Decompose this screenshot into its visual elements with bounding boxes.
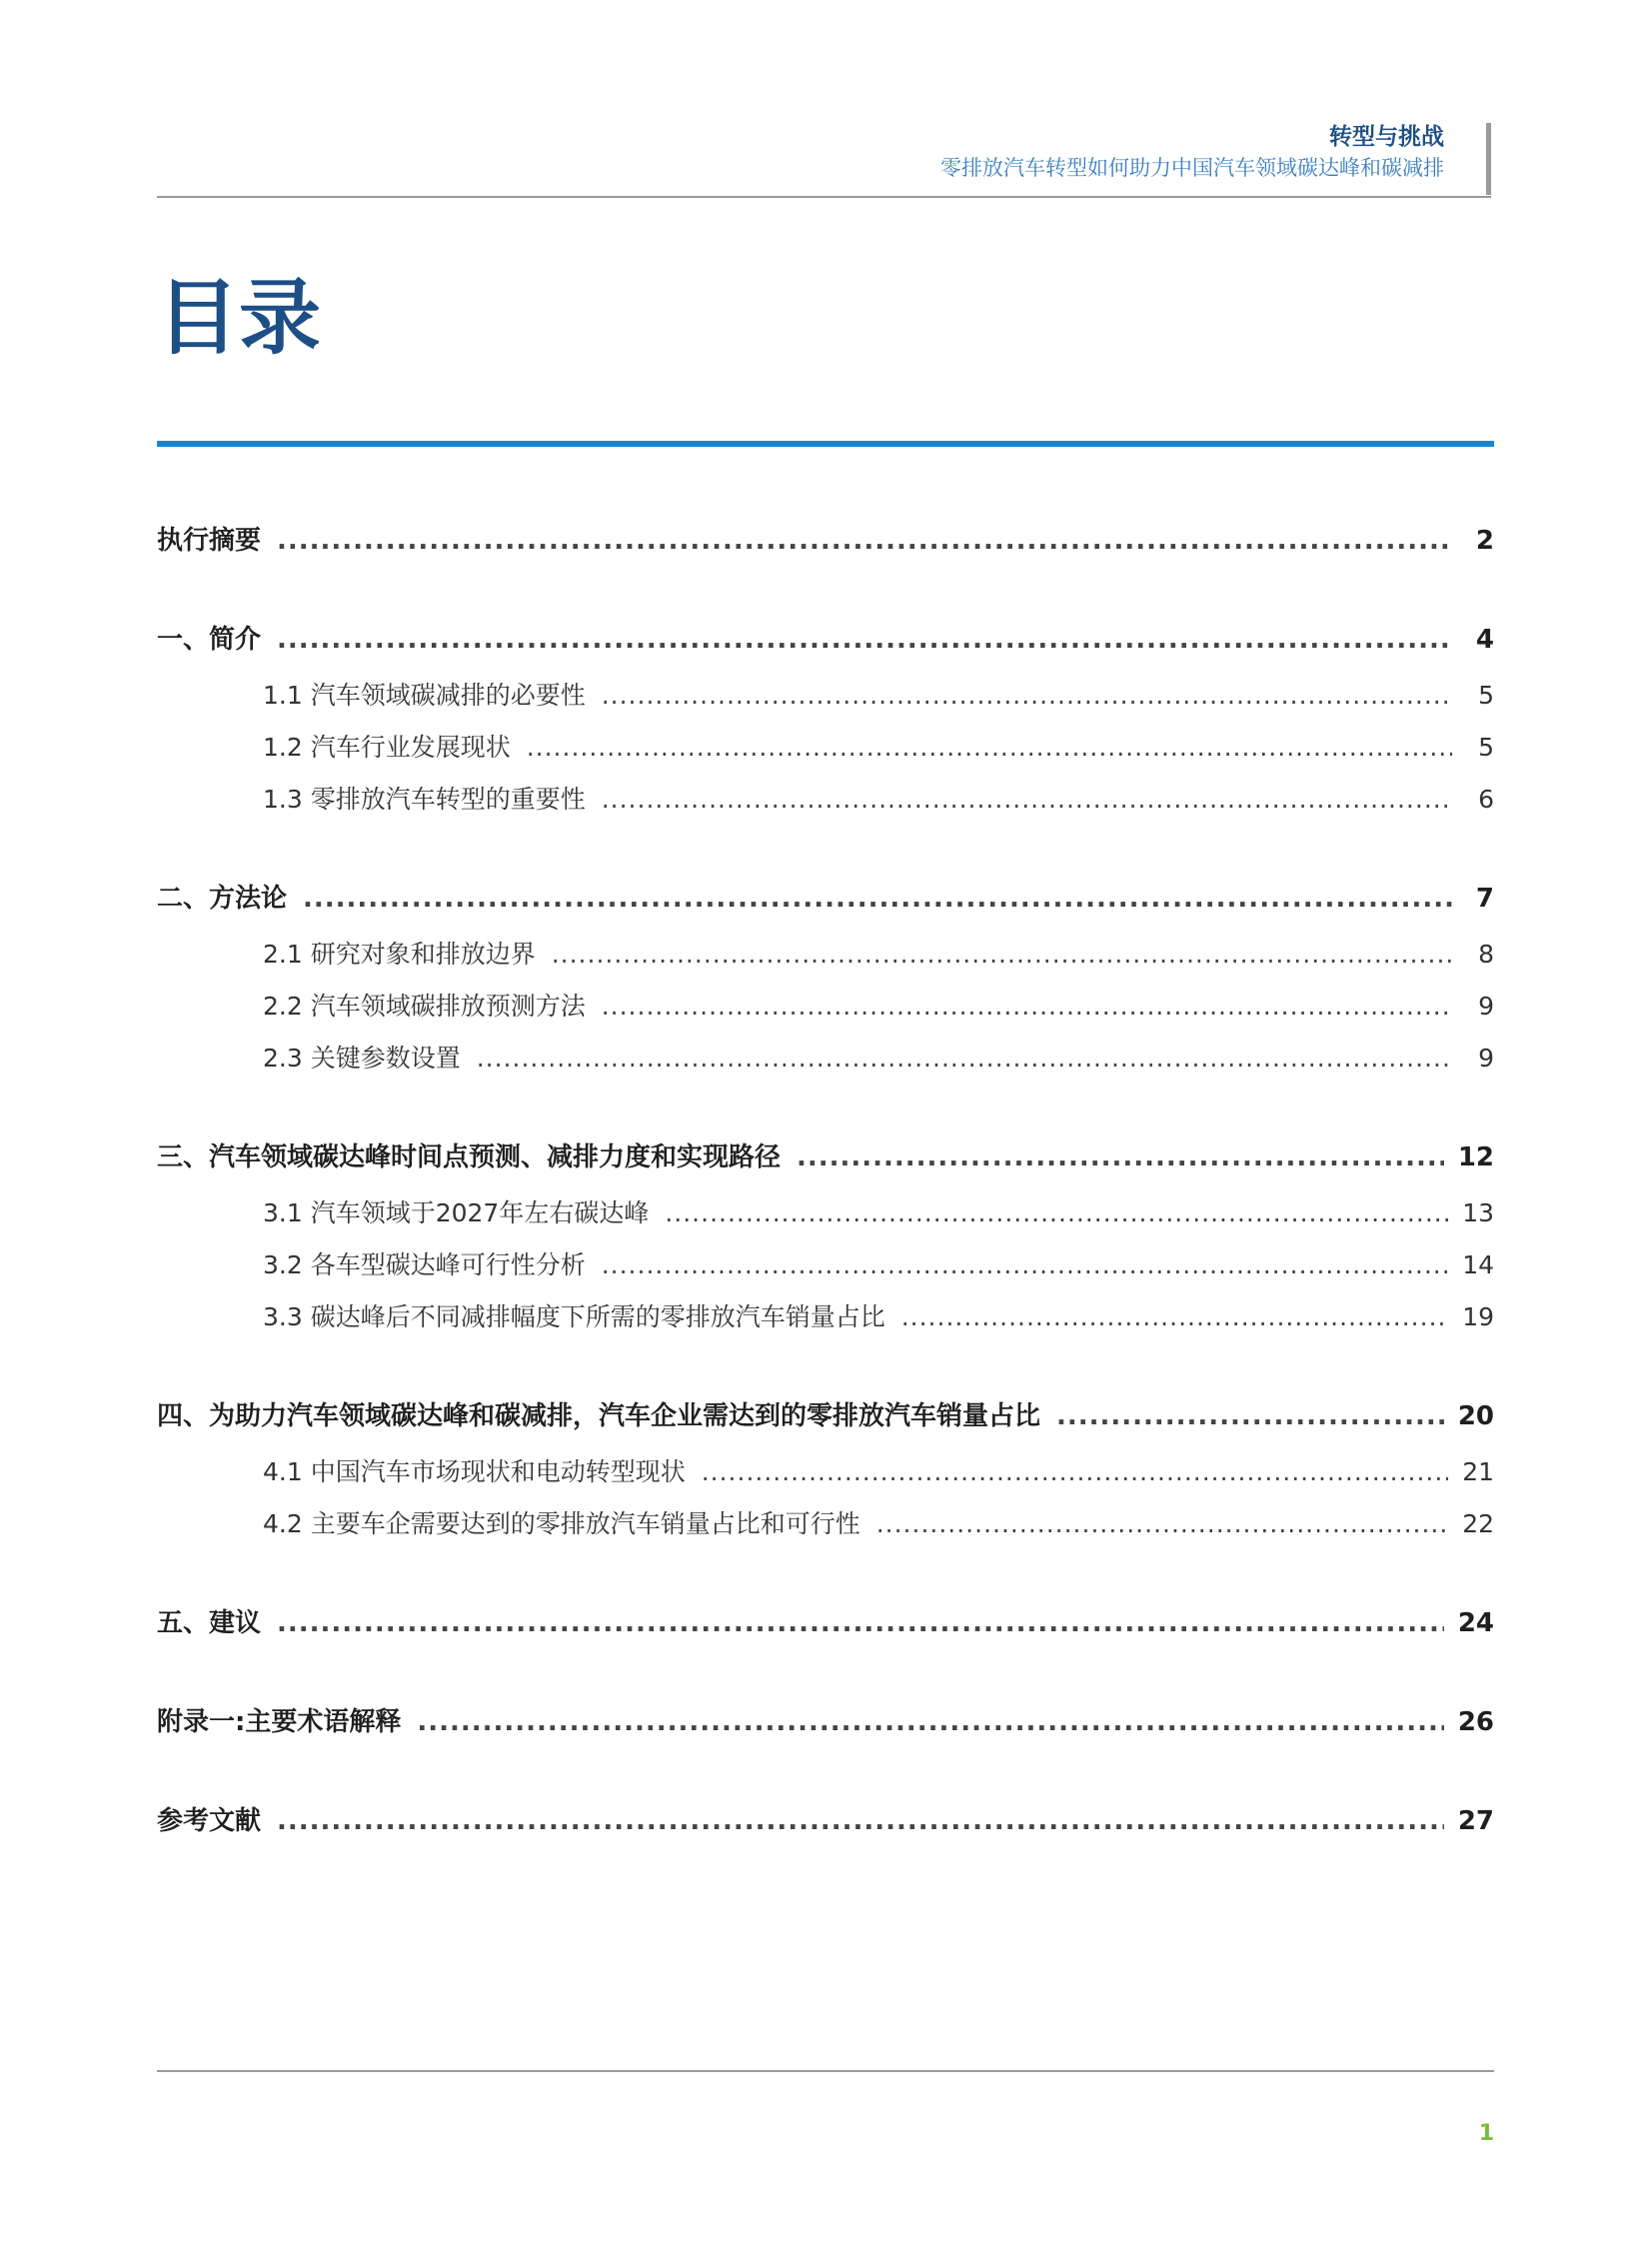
toc-entry-label: 2.2 汽车领域碳排放预测方法: [263, 992, 586, 1021]
toc-entry-page: 5: [1478, 733, 1494, 762]
toc-entry-label: 3.1 汽车领域于2027年左右碳达峰: [263, 1198, 650, 1227]
toc-entry-page: 26: [1457, 1707, 1494, 1737]
toc-entry-main[interactable]: [157, 1136, 1494, 1189]
toc-dot-leader: [552, 940, 1452, 969]
header-title: 转型与挑战: [1329, 124, 1444, 150]
toc-entry-main[interactable]: [157, 520, 1494, 573]
toc-entry-label: 2.3 关键参数设置: [263, 1044, 461, 1073]
toc-dot-leader: [277, 625, 1452, 655]
toc-entry-page: 8: [1478, 940, 1494, 969]
toc-entry-main[interactable]: [157, 1800, 1494, 1853]
toc-entry-page: 27: [1457, 1806, 1494, 1836]
toc-dot-leader: [602, 785, 1452, 814]
toc-entry-label: 1.2 汽车行业发展现状: [263, 733, 511, 762]
toc-dot-leader: [602, 1250, 1448, 1279]
toc-entry-page: 9: [1478, 992, 1494, 1021]
toc-entry-sub[interactable]: [157, 987, 1494, 1039]
toc-dot-leader: [527, 733, 1452, 762]
toc-dot-leader: [876, 1509, 1448, 1538]
page-number: 1: [1478, 2121, 1494, 2146]
toc-entry-label: 三、汽车领域碳达峰时间点预测、减排力度和实现路径: [157, 1142, 782, 1172]
toc-entry-main[interactable]: [157, 1602, 1494, 1655]
toc-entry-main[interactable]: [157, 1701, 1494, 1754]
toc-entry-label: 一、简介: [157, 625, 262, 655]
toc-entry-page: 4: [1475, 625, 1494, 655]
toc-entry-page: 24: [1457, 1608, 1494, 1638]
toc-entry-label: 1.3 零排放汽车转型的重要性: [263, 785, 586, 814]
toc-entry-page: 6: [1478, 785, 1494, 814]
toc-entry-label: 附录一:主要术语解释: [157, 1707, 402, 1737]
toc-dot-leader: [665, 1198, 1448, 1227]
toc-dot-leader: [417, 1707, 1443, 1737]
toc-entry-label: 3.3 碳达峰后不同减排幅度下所需的零排放汽车销量占比: [263, 1302, 885, 1331]
toc-entry-page: 21: [1462, 1457, 1494, 1486]
toc-dot-leader: [477, 1044, 1452, 1073]
toc-dot-leader: [277, 1608, 1444, 1638]
toc-entry-page: 14: [1462, 1250, 1494, 1279]
toc-entry-page: 5: [1478, 681, 1494, 710]
toc-entry-sub[interactable]: [157, 1193, 1494, 1245]
toc-entry-sub[interactable]: [157, 1452, 1494, 1504]
toc-dot-leader: [602, 992, 1452, 1021]
toc-dot-leader: [277, 1806, 1444, 1836]
table-of-contents: [157, 520, 1494, 1853]
toc-entry-label: 执行摘要: [157, 526, 262, 556]
toc-entry-page: 9: [1478, 1044, 1494, 1073]
toc-entry-label: 1.1 汽车领域碳减排的必要性: [263, 681, 586, 710]
toc-entry-page: 20: [1457, 1401, 1494, 1431]
toc-entry-label: 四、为助力汽车领域碳达峰和碳减排，汽车企业需达到的零排放汽车销量占比: [157, 1401, 1041, 1431]
toc-entry-main[interactable]: [157, 1395, 1494, 1448]
toc-entry-sub[interactable]: [157, 728, 1494, 780]
toc-dot-leader: [1056, 1401, 1444, 1431]
toc-entry-label: 五、建议: [157, 1608, 262, 1638]
toc-entry-page: 19: [1462, 1302, 1494, 1331]
page-title: 目录: [157, 271, 322, 366]
toc-entry-sub[interactable]: [157, 1039, 1494, 1091]
toc-dot-leader: [702, 1457, 1448, 1486]
toc-entry-sub[interactable]: [157, 676, 1494, 728]
toc-entry-page: 22: [1462, 1509, 1494, 1538]
toc-entry-main[interactable]: [157, 878, 1494, 931]
toc-entry-sub[interactable]: [157, 935, 1494, 987]
toc-entry-sub[interactable]: [157, 1297, 1494, 1349]
toc-entry-label: 二、方法论: [157, 884, 288, 914]
toc-entry-sub[interactable]: [157, 780, 1494, 832]
toc-entry-label: 4.1 中国汽车市场现状和电动转型现状: [263, 1457, 686, 1486]
toc-dot-leader: [602, 681, 1452, 710]
toc-dot-leader: [303, 884, 1452, 914]
footer-divider: [157, 2070, 1494, 2072]
toc-entry-sub[interactable]: [157, 1504, 1494, 1556]
toc-entry-sub[interactable]: [157, 1245, 1494, 1297]
title-divider: [157, 441, 1494, 447]
toc-dot-leader: [277, 526, 1452, 556]
toc-entry-page: 7: [1475, 884, 1494, 914]
toc-entry-label: 参考文献: [157, 1806, 262, 1836]
toc-entry-page: 2: [1475, 526, 1494, 556]
toc-dot-leader: [797, 1142, 1444, 1172]
header-subtitle: 零排放汽车转型如何助力中国汽车领域碳达峰和碳减排: [940, 156, 1444, 180]
header-divider: [157, 196, 1491, 198]
toc-entry-label: 2.1 研究对象和排放边界: [263, 940, 536, 969]
toc-entry-page: 13: [1462, 1198, 1494, 1227]
toc-entry-page: 12: [1457, 1142, 1494, 1172]
toc-entry-label: 3.2 各车型碳达峰可行性分析: [263, 1250, 586, 1279]
toc-entry-label: 4.2 主要车企需要达到的零排放汽车销量占比和可行性: [263, 1509, 860, 1538]
running-header: [157, 118, 1491, 198]
toc-dot-leader: [901, 1302, 1448, 1331]
header-vertical-bar: [1486, 123, 1491, 195]
toc-entry-main[interactable]: [157, 619, 1494, 672]
